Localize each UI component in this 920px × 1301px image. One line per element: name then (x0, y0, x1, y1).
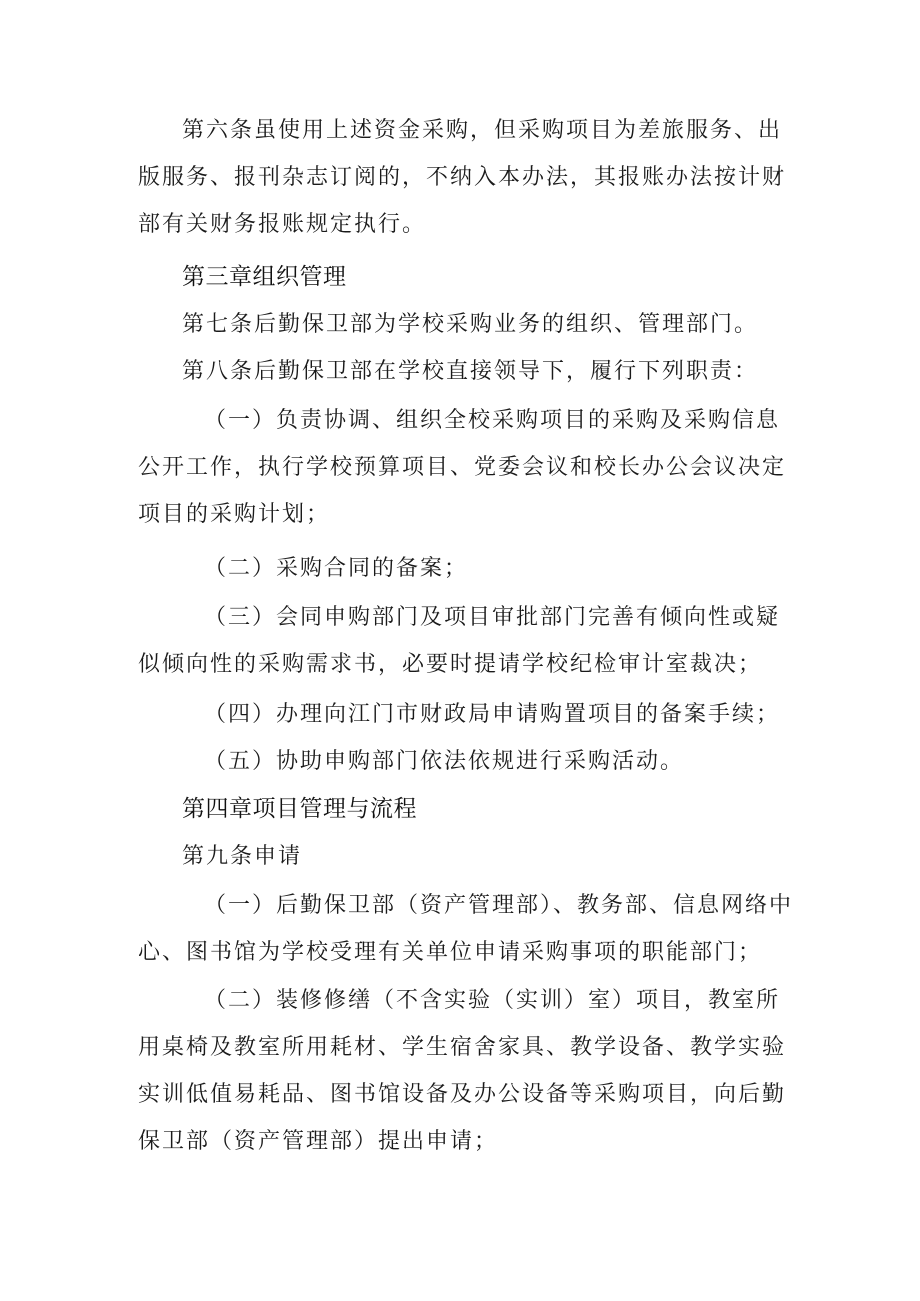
chapter-3-heading: 第三章组织管理 (182, 264, 347, 290)
article-7-paragraph: 第七条后勤保卫部为学校采购业务的组织、管理部门。 (182, 312, 759, 337)
article-9-paragraph: 第九条申请 (182, 844, 303, 869)
application-item-2: （二）装修修缮（不含实验（实训）室）项目，教室所用桌椅及教室所用耗材、学生宿舍家具、教学设备、教学实验实训低值易耗品、图书馆设备及办公设备等采购项目，向后勤保卫部（资产管理部）提出申请； (138, 988, 787, 1154)
duty-item-3: （三）会同申购部门及项目审批部门完善有倾向性或疑似倾向性的采购需求书，必要时提请学校纪检审计室裁决； (138, 605, 781, 677)
article-6-paragraph: 第六条虽使用上述资金采购，但采购项目为差旅服务、出版服务、报刊杂志订阅的，不纳入本办法，其报账办法按计财部有关财务报账规定执行。 (138, 118, 787, 237)
duty-item-2: （二）采购合同的备案； (204, 556, 469, 581)
duty-item-1: （一）负责协调、组织全校采购项目的采购及采购信息公开工作，执行学校预算项目、党委会议和校长办公会议决定项目的采购计划； (138, 408, 787, 527)
duty-item-4: （四）办理向江门市财政局申请购置项目的备案手续； (204, 702, 781, 727)
chapter-4-heading: 第四章项目管理与流程 (182, 796, 417, 822)
article-8-paragraph: 第八条后勤保卫部在学校直接领导下，履行下列职责： (182, 359, 759, 384)
application-item-1: （一）后勤保卫部（资产管理部）、教务部、信息网络中心、图书馆为学校受理有关单位申请采购事项的职能部门； (138, 893, 794, 965)
duty-item-5: （五）协助申购部门依法依规进行采购活动。 (204, 749, 685, 774)
